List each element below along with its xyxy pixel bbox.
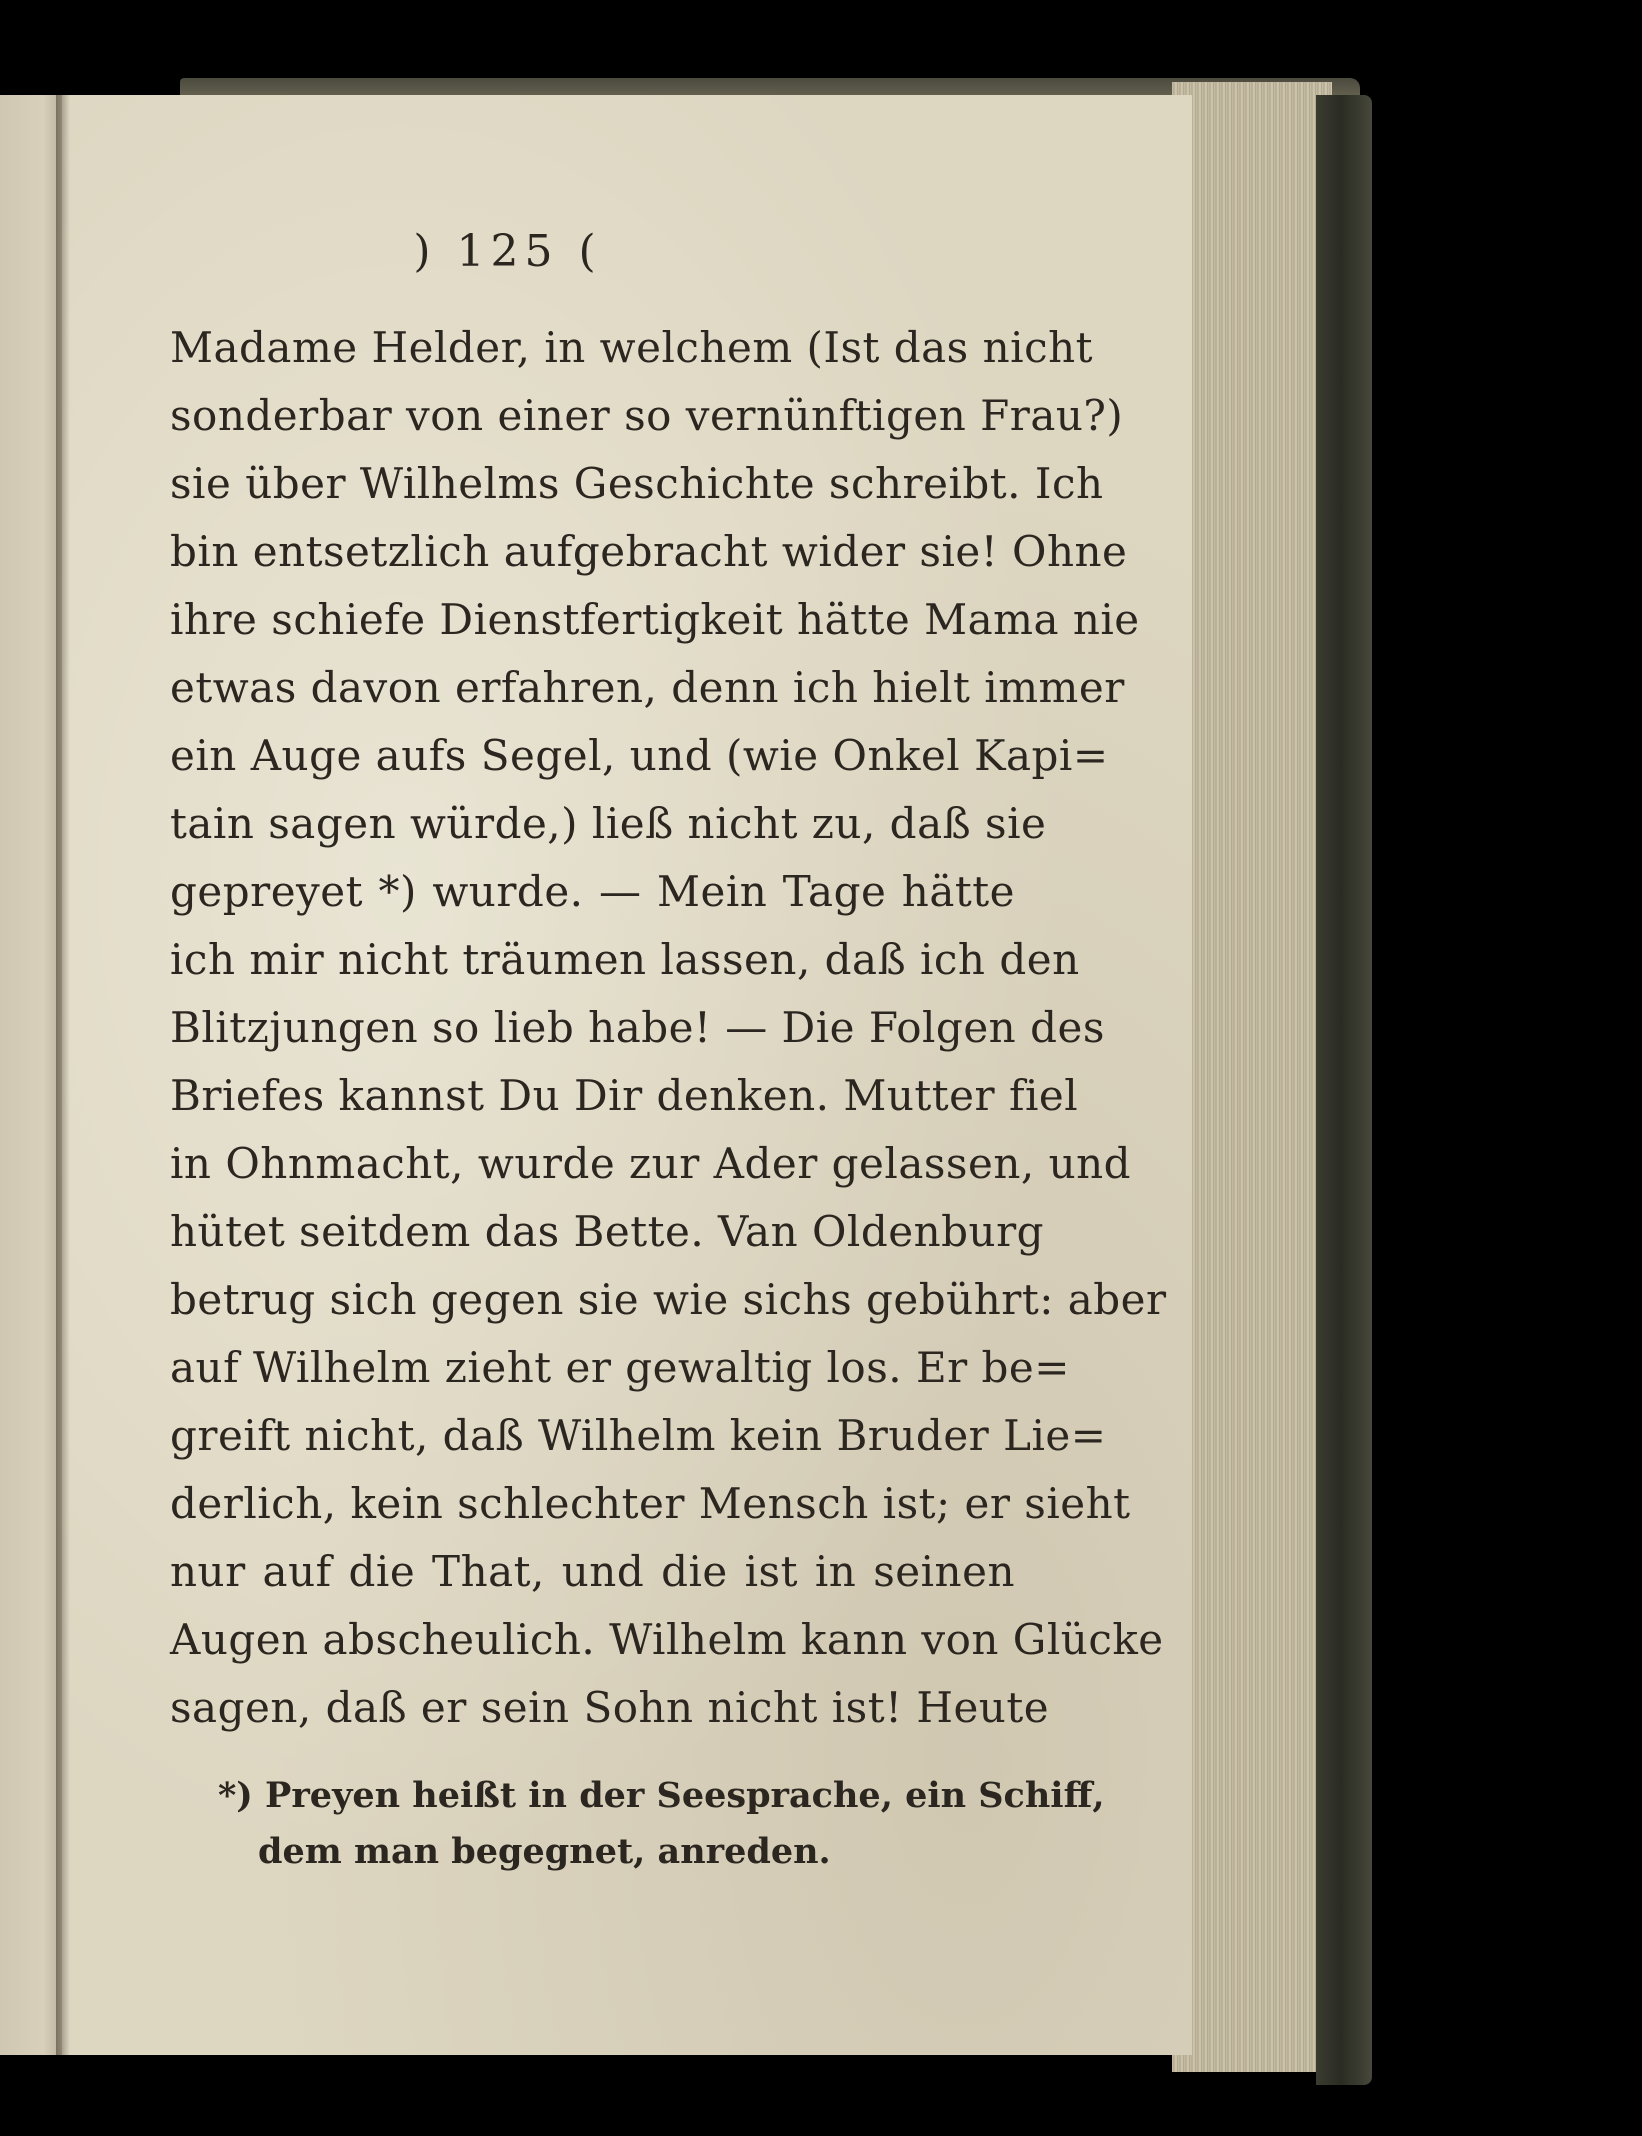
- text-line: sonderbar von einer so vernünftigen Frau?): [170, 391, 1124, 440]
- text-line: bin entsetzlich aufgebracht wider sie! Ohne: [170, 527, 1128, 576]
- text-line: Briefes kannst Du Dir denken. Mutter fiel: [170, 1071, 1079, 1120]
- text-line: Augen abscheulich. Wilhelm kann von Glücke: [170, 1615, 1164, 1664]
- footnote: [170, 1768, 1105, 1880]
- text-line: greift nicht, daß Wilhelm kein Bruder Lie=: [170, 1411, 1107, 1460]
- text-line: ich mir nicht träumen lassen, daß ich den: [170, 935, 1080, 984]
- page-block-edges: [1172, 82, 1332, 2072]
- text-line: betrug sich gegen sie wie sichs gebührt: aber: [170, 1275, 1167, 1324]
- page-text: [170, 222, 1167, 1880]
- page-number: ) 125 (: [413, 226, 602, 277]
- book-cover-edge: [1316, 95, 1372, 2085]
- text-line: hütet seitdem das Bette. Van Oldenburg: [170, 1207, 1045, 1256]
- text-line: gepreyet *) wurde. — Mein Tage hätte: [170, 867, 1015, 916]
- text-line: ihre schiefe Dienstfertigkeit hätte Mama nie: [170, 595, 1140, 644]
- footnote-line: *) Preyen heißt in der Seesprache, ein Schiff,: [218, 1775, 1105, 1816]
- text-line: sie über Wilhelms Geschichte schreibt. Ich: [170, 459, 1104, 508]
- text-line: tain sagen würde,) ließ nicht zu, daß sie: [170, 799, 1047, 848]
- text-line: auf Wilhelm zieht er gewaltig los. Er be=: [170, 1343, 1070, 1392]
- footnote-line: dem man begegnet, anreden.: [258, 1831, 831, 1872]
- text-line: sagen, daß er sein Sohn nicht ist! Heute: [170, 1683, 1050, 1732]
- text-line: Blitzjungen so lieb habe! — Die Folgen des: [170, 1003, 1105, 1052]
- text-line: in Ohnmacht, wurde zur Ader gelassen, und: [170, 1139, 1132, 1188]
- text-line: ein Auge aufs Segel, und (wie Onkel Kapi=: [170, 731, 1109, 780]
- text-line: Madame Helder, in welchem (Ist das nicht: [170, 323, 1094, 372]
- previous-page-edge: [0, 95, 62, 2055]
- text-line: derlich, kein schlechter Mensch ist; er sieht: [170, 1479, 1131, 1528]
- text-line: etwas davon erfahren, denn ich hielt immer: [170, 663, 1125, 712]
- text-line: nur auf die That, und die ist in seinen: [170, 1547, 1015, 1596]
- gutter-shadow: [56, 95, 70, 2055]
